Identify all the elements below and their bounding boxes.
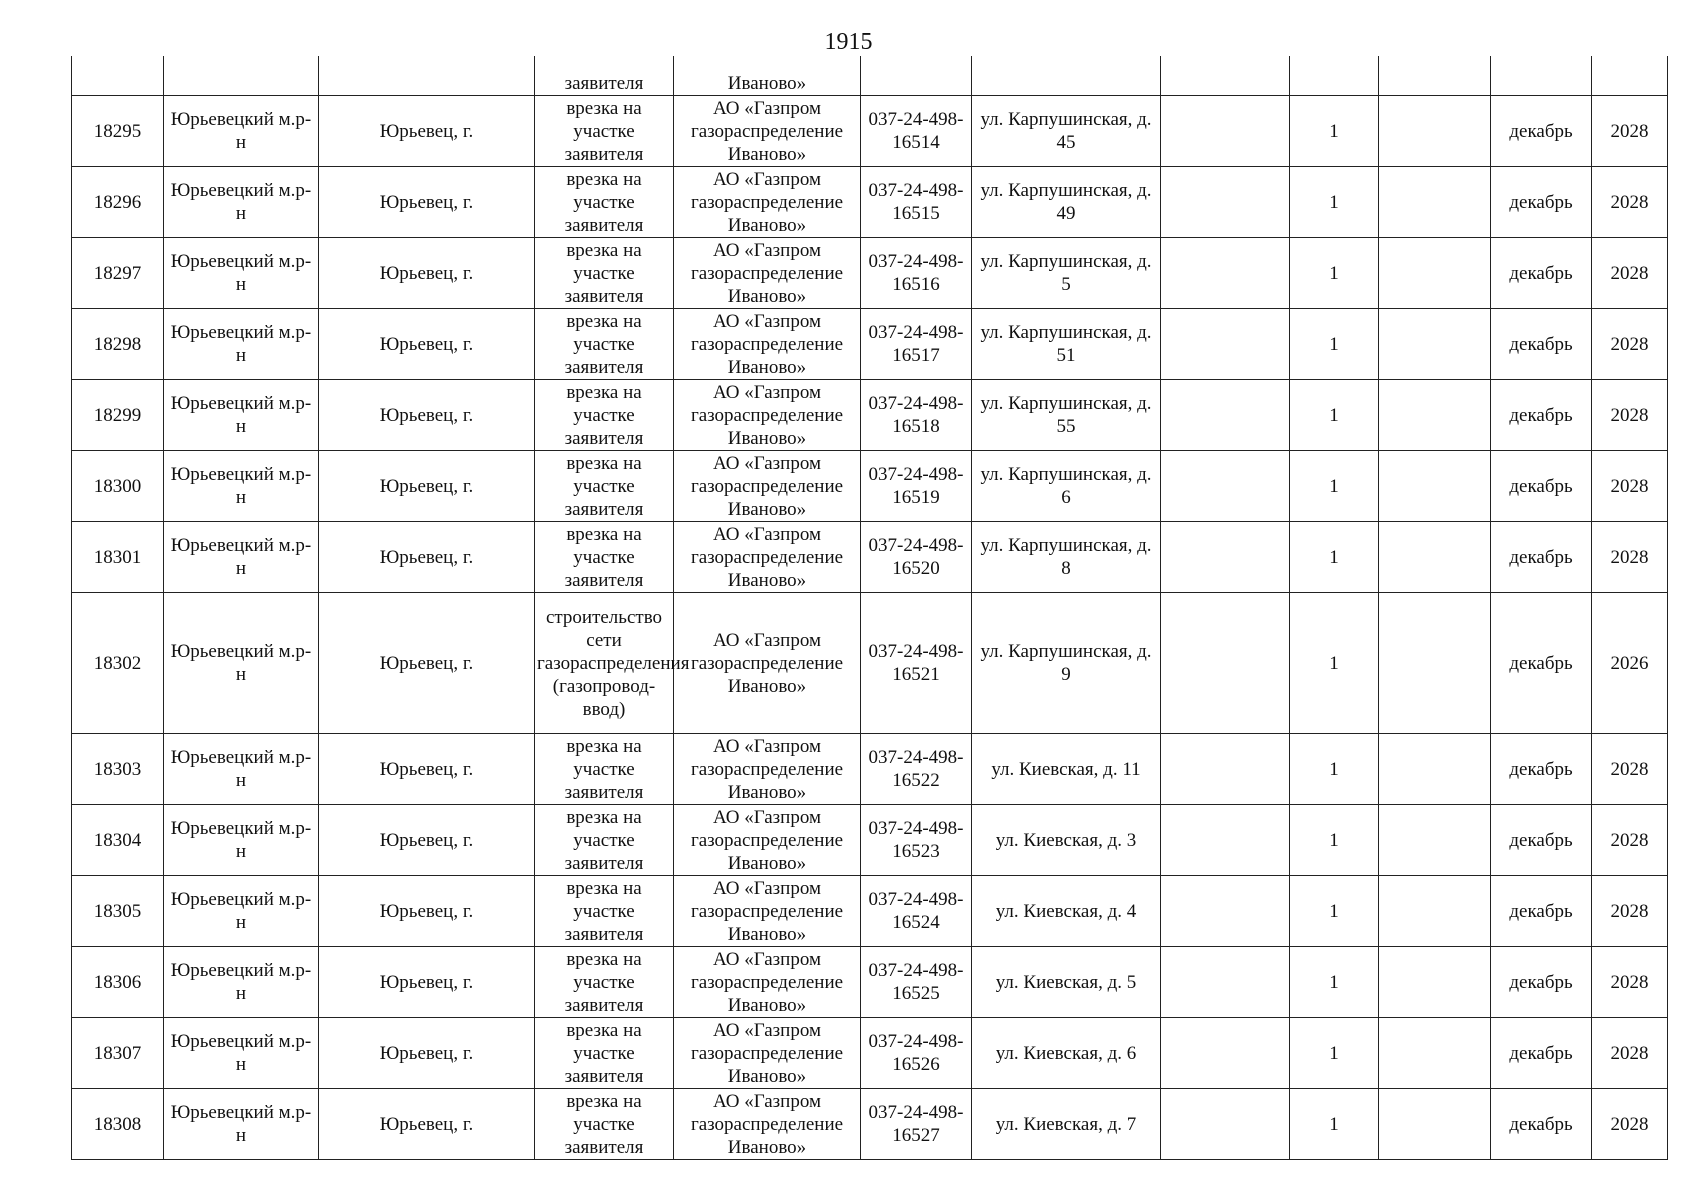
cell-work: врезка на участке заявителя: [535, 238, 674, 309]
cell-org: Иваново»: [674, 56, 861, 96]
cell-district: Юрьевецкий м.р-н: [164, 167, 319, 238]
cell-qty: 1: [1290, 876, 1379, 947]
cell-qty: 1: [1290, 734, 1379, 805]
gas-connection-table: [71, 56, 1668, 1160]
cell-blank: [1161, 238, 1290, 309]
cell-locality: Юрьевец, г.: [319, 947, 535, 1018]
cell-district: Юрьевецкий м.р-н: [164, 876, 319, 947]
cell-blank-2: [1379, 309, 1491, 380]
cell-month: декабрь: [1491, 593, 1592, 734]
cell-qty: 1: [1290, 522, 1379, 593]
cell-month: декабрь: [1491, 734, 1592, 805]
cell-num: 18305: [72, 876, 164, 947]
cell-work: врезка на участке заявителя: [535, 96, 674, 167]
cell-locality: Юрьевец, г.: [319, 238, 535, 309]
cell-locality: Юрьевец, г.: [319, 451, 535, 522]
cell-num: 18296: [72, 167, 164, 238]
cell-year: 2026: [1592, 593, 1668, 734]
cell-address: ул. Карпушинская, д. 45: [972, 96, 1161, 167]
cell-district: Юрьевецкий м.р-н: [164, 1089, 319, 1160]
cell-code: 037-24-498-16521: [861, 593, 972, 734]
cell-month: декабрь: [1491, 451, 1592, 522]
cell-year: 2028: [1592, 805, 1668, 876]
cell-month: декабрь: [1491, 167, 1592, 238]
cell-qty: 1: [1290, 1018, 1379, 1089]
cell-month: декабрь: [1491, 380, 1592, 451]
cell-blank: [1161, 1018, 1290, 1089]
cell-qty: 1: [1290, 805, 1379, 876]
cell-locality: Юрьевец, г.: [319, 96, 535, 167]
cell-org: АО «Газпром газораспределение Иваново»: [674, 451, 861, 522]
cell-work: врезка на участке заявителя: [535, 876, 674, 947]
cell-district: Юрьевецкий м.р-н: [164, 309, 319, 380]
cell-qty: 1: [1290, 1089, 1379, 1160]
cell-year: 2028: [1592, 947, 1668, 1018]
cell-code: 037-24-498-16516: [861, 238, 972, 309]
cell-org: АО «Газпром газораспределение Иваново»: [674, 309, 861, 380]
cell-district: Юрьевецкий м.р-н: [164, 96, 319, 167]
cell-locality: Юрьевец, г.: [319, 380, 535, 451]
cell-year: 2028: [1592, 522, 1668, 593]
cell-blank-2: [1379, 1089, 1491, 1160]
cell-blank: [1161, 1089, 1290, 1160]
cell-blank-2: [1379, 734, 1491, 805]
table-row: [72, 451, 1668, 522]
cell-locality: Юрьевец, г.: [319, 522, 535, 593]
cell-num: 18298: [72, 309, 164, 380]
table-row: [72, 96, 1668, 167]
cell-month: декабрь: [1491, 96, 1592, 167]
cell-blank-2: [1379, 380, 1491, 451]
cell-locality: Юрьевец, г.: [319, 593, 535, 734]
cell-blank-2: [1379, 96, 1491, 167]
cell-qty: 1: [1290, 451, 1379, 522]
cell-district: Юрьевецкий м.р-н: [164, 380, 319, 451]
cell-address: ул. Киевская, д. 5: [972, 947, 1161, 1018]
cell-year: 2028: [1592, 309, 1668, 380]
cell-org: АО «Газпром газораспределение Иваново»: [674, 876, 861, 947]
cell-address: ул. Киевская, д. 7: [972, 1089, 1161, 1160]
cell-qty: 1: [1290, 947, 1379, 1018]
cell-blank-2: [1379, 947, 1491, 1018]
cell-blank: [1161, 167, 1290, 238]
cell-year: 2028: [1592, 167, 1668, 238]
cell-code: 037-24-498-16526: [861, 1018, 972, 1089]
table-row: [72, 1089, 1668, 1160]
table-row: [72, 167, 1668, 238]
cell-num: 18295: [72, 96, 164, 167]
cell-qty: 1: [1290, 380, 1379, 451]
cell-blank-2: [1379, 522, 1491, 593]
cell-address: ул. Киевская, д. 4: [972, 876, 1161, 947]
cell-qty: 1: [1290, 238, 1379, 309]
cell-num: 18302: [72, 593, 164, 734]
cell-locality: Юрьевец, г.: [319, 1018, 535, 1089]
cell-code: 037-24-498-16524: [861, 876, 972, 947]
cell-address: ул. Карпушинская, д. 49: [972, 167, 1161, 238]
cell-org: АО «Газпром газораспределение Иваново»: [674, 1089, 861, 1160]
cell-district: Юрьевецкий м.р-н: [164, 451, 319, 522]
cell-blank-2: [1379, 167, 1491, 238]
page-number: 1915: [824, 29, 873, 55]
cell-month: декабрь: [1491, 947, 1592, 1018]
cell-district: Юрьевецкий м.р-н: [164, 593, 319, 734]
table-row: [72, 593, 1668, 734]
table-row: [72, 380, 1668, 451]
cell-work: врезка на участке заявителя: [535, 380, 674, 451]
cell-locality: Юрьевец, г.: [319, 805, 535, 876]
cell-district: Юрьевецкий м.р-н: [164, 734, 319, 805]
cell-blank: [1161, 593, 1290, 734]
cell-work: врезка на участке заявителя: [535, 1089, 674, 1160]
cell-qty: 1: [1290, 593, 1379, 734]
cell-org: АО «Газпром газораспределение Иваново»: [674, 734, 861, 805]
cell-year: 2028: [1592, 734, 1668, 805]
table-row: [72, 876, 1668, 947]
cell-code: 037-24-498-16517: [861, 309, 972, 380]
cell-locality: Юрьевец, г.: [319, 876, 535, 947]
cell-address: ул. Киевская, д. 11: [972, 734, 1161, 805]
cell-month: декабрь: [1491, 238, 1592, 309]
cell-blank: [1161, 734, 1290, 805]
table-row: [72, 947, 1668, 1018]
cell-code: 037-24-498-16527: [861, 1089, 972, 1160]
cell-blank: [1161, 56, 1290, 96]
cell-work: врезка на участке заявителя: [535, 167, 674, 238]
cell-org: АО «Газпром газораспределение Иваново»: [674, 1018, 861, 1089]
cell-year: 2028: [1592, 876, 1668, 947]
cell-num: 18306: [72, 947, 164, 1018]
cell-address: ул. Киевская, д. 3: [972, 805, 1161, 876]
cell-num: 18299: [72, 380, 164, 451]
cell-code: 037-24-498-16514: [861, 96, 972, 167]
cell-qty: [1290, 56, 1379, 96]
cell-work: врезка на участке заявителя: [535, 947, 674, 1018]
cell-year: 2028: [1592, 1089, 1668, 1160]
table-body: [72, 56, 1668, 1160]
cell-blank-2: [1379, 1018, 1491, 1089]
cell-code: [861, 56, 972, 96]
cell-code: 037-24-498-16518: [861, 380, 972, 451]
cell-month: декабрь: [1491, 1089, 1592, 1160]
cell-year: 2028: [1592, 451, 1668, 522]
cell-blank: [1161, 805, 1290, 876]
cell-month: декабрь: [1491, 1018, 1592, 1089]
cell-address: ул. Карпушинская, д. 55: [972, 380, 1161, 451]
table-row: [72, 1018, 1668, 1089]
cell-org: АО «Газпром газораспределение Иваново»: [674, 167, 861, 238]
cell-month: декабрь: [1491, 522, 1592, 593]
cell-org: АО «Газпром газораспределение Иваново»: [674, 522, 861, 593]
cell-address: ул. Карпушинская, д. 51: [972, 309, 1161, 380]
cell-district: Юрьевецкий м.р-н: [164, 522, 319, 593]
table-row: [72, 309, 1668, 380]
table-row: [72, 805, 1668, 876]
continuation-row: [72, 56, 1668, 96]
table-row: [72, 238, 1668, 309]
cell-locality: Юрьевец, г.: [319, 1089, 535, 1160]
cell-year: 2028: [1592, 1018, 1668, 1089]
cell-blank-2: [1379, 56, 1491, 96]
cell-address: ул. Карпушинская, д. 6: [972, 451, 1161, 522]
cell-locality: Юрьевец, г.: [319, 734, 535, 805]
cell-locality: Юрьевец, г.: [319, 167, 535, 238]
cell-org: АО «Газпром газораспределение Иваново»: [674, 238, 861, 309]
cell-qty: 1: [1290, 309, 1379, 380]
cell-work: врезка на участке заявителя: [535, 451, 674, 522]
cell-code: 037-24-498-16523: [861, 805, 972, 876]
cell-month: [1491, 56, 1592, 96]
cell-district: [164, 56, 319, 96]
cell-district: Юрьевецкий м.р-н: [164, 805, 319, 876]
cell-org: АО «Газпром газораспределение Иваново»: [674, 805, 861, 876]
cell-district: Юрьевецкий м.р-н: [164, 1018, 319, 1089]
cell-blank: [1161, 380, 1290, 451]
cell-blank-2: [1379, 805, 1491, 876]
cell-org: АО «Газпром газораспределение Иваново»: [674, 380, 861, 451]
cell-address: ул. Карпушинская, д. 5: [972, 238, 1161, 309]
cell-work: врезка на участке заявителя: [535, 734, 674, 805]
cell-locality: Юрьевец, г.: [319, 309, 535, 380]
cell-year: 2028: [1592, 96, 1668, 167]
cell-address: ул. Киевская, д. 6: [972, 1018, 1161, 1089]
cell-work: врезка на участке заявителя: [535, 309, 674, 380]
cell-num: 18308: [72, 1089, 164, 1160]
cell-month: декабрь: [1491, 309, 1592, 380]
cell-num: 18304: [72, 805, 164, 876]
table-row: [72, 734, 1668, 805]
cell-address: ул. Карпушинская, д. 9: [972, 593, 1161, 734]
cell-blank-2: [1379, 876, 1491, 947]
table-row: [72, 522, 1668, 593]
cell-blank-2: [1379, 451, 1491, 522]
cell-year: [1592, 56, 1668, 96]
cell-num: 18307: [72, 1018, 164, 1089]
cell-year: 2028: [1592, 238, 1668, 309]
cell-org: АО «Газпром газораспределение Иваново»: [674, 96, 861, 167]
cell-month: декабрь: [1491, 805, 1592, 876]
cell-qty: 1: [1290, 167, 1379, 238]
cell-blank: [1161, 451, 1290, 522]
cell-month: декабрь: [1491, 876, 1592, 947]
cell-code: 037-24-498-16522: [861, 734, 972, 805]
cell-num: 18297: [72, 238, 164, 309]
cell-work: врезка на участке заявителя: [535, 1018, 674, 1089]
cell-code: 037-24-498-16520: [861, 522, 972, 593]
cell-org: АО «Газпром газораспределение Иваново»: [674, 593, 861, 734]
cell-qty: 1: [1290, 96, 1379, 167]
cell-blank: [1161, 309, 1290, 380]
cell-code: 037-24-498-16515: [861, 167, 972, 238]
cell-locality: [319, 56, 535, 96]
cell-district: Юрьевецкий м.р-н: [164, 238, 319, 309]
cell-num: 18300: [72, 451, 164, 522]
cell-address: [972, 56, 1161, 96]
cell-code: 037-24-498-16525: [861, 947, 972, 1018]
cell-blank: [1161, 947, 1290, 1018]
cell-address: ул. Карпушинская, д. 8: [972, 522, 1161, 593]
cell-blank: [1161, 96, 1290, 167]
cell-work: строительство сети газораспределения (газопровод-ввод): [535, 593, 674, 734]
cell-blank: [1161, 522, 1290, 593]
cell-code: 037-24-498-16519: [861, 451, 972, 522]
cell-work: заявителя: [535, 56, 674, 96]
cell-blank-2: [1379, 593, 1491, 734]
cell-district: Юрьевецкий м.р-н: [164, 947, 319, 1018]
cell-num: [72, 56, 164, 96]
cell-work: врезка на участке заявителя: [535, 805, 674, 876]
cell-work: врезка на участке заявителя: [535, 522, 674, 593]
cell-year: 2028: [1592, 380, 1668, 451]
cell-num: 18303: [72, 734, 164, 805]
cell-blank-2: [1379, 238, 1491, 309]
cell-blank: [1161, 876, 1290, 947]
cell-org: АО «Газпром газораспределение Иваново»: [674, 947, 861, 1018]
cell-num: 18301: [72, 522, 164, 593]
